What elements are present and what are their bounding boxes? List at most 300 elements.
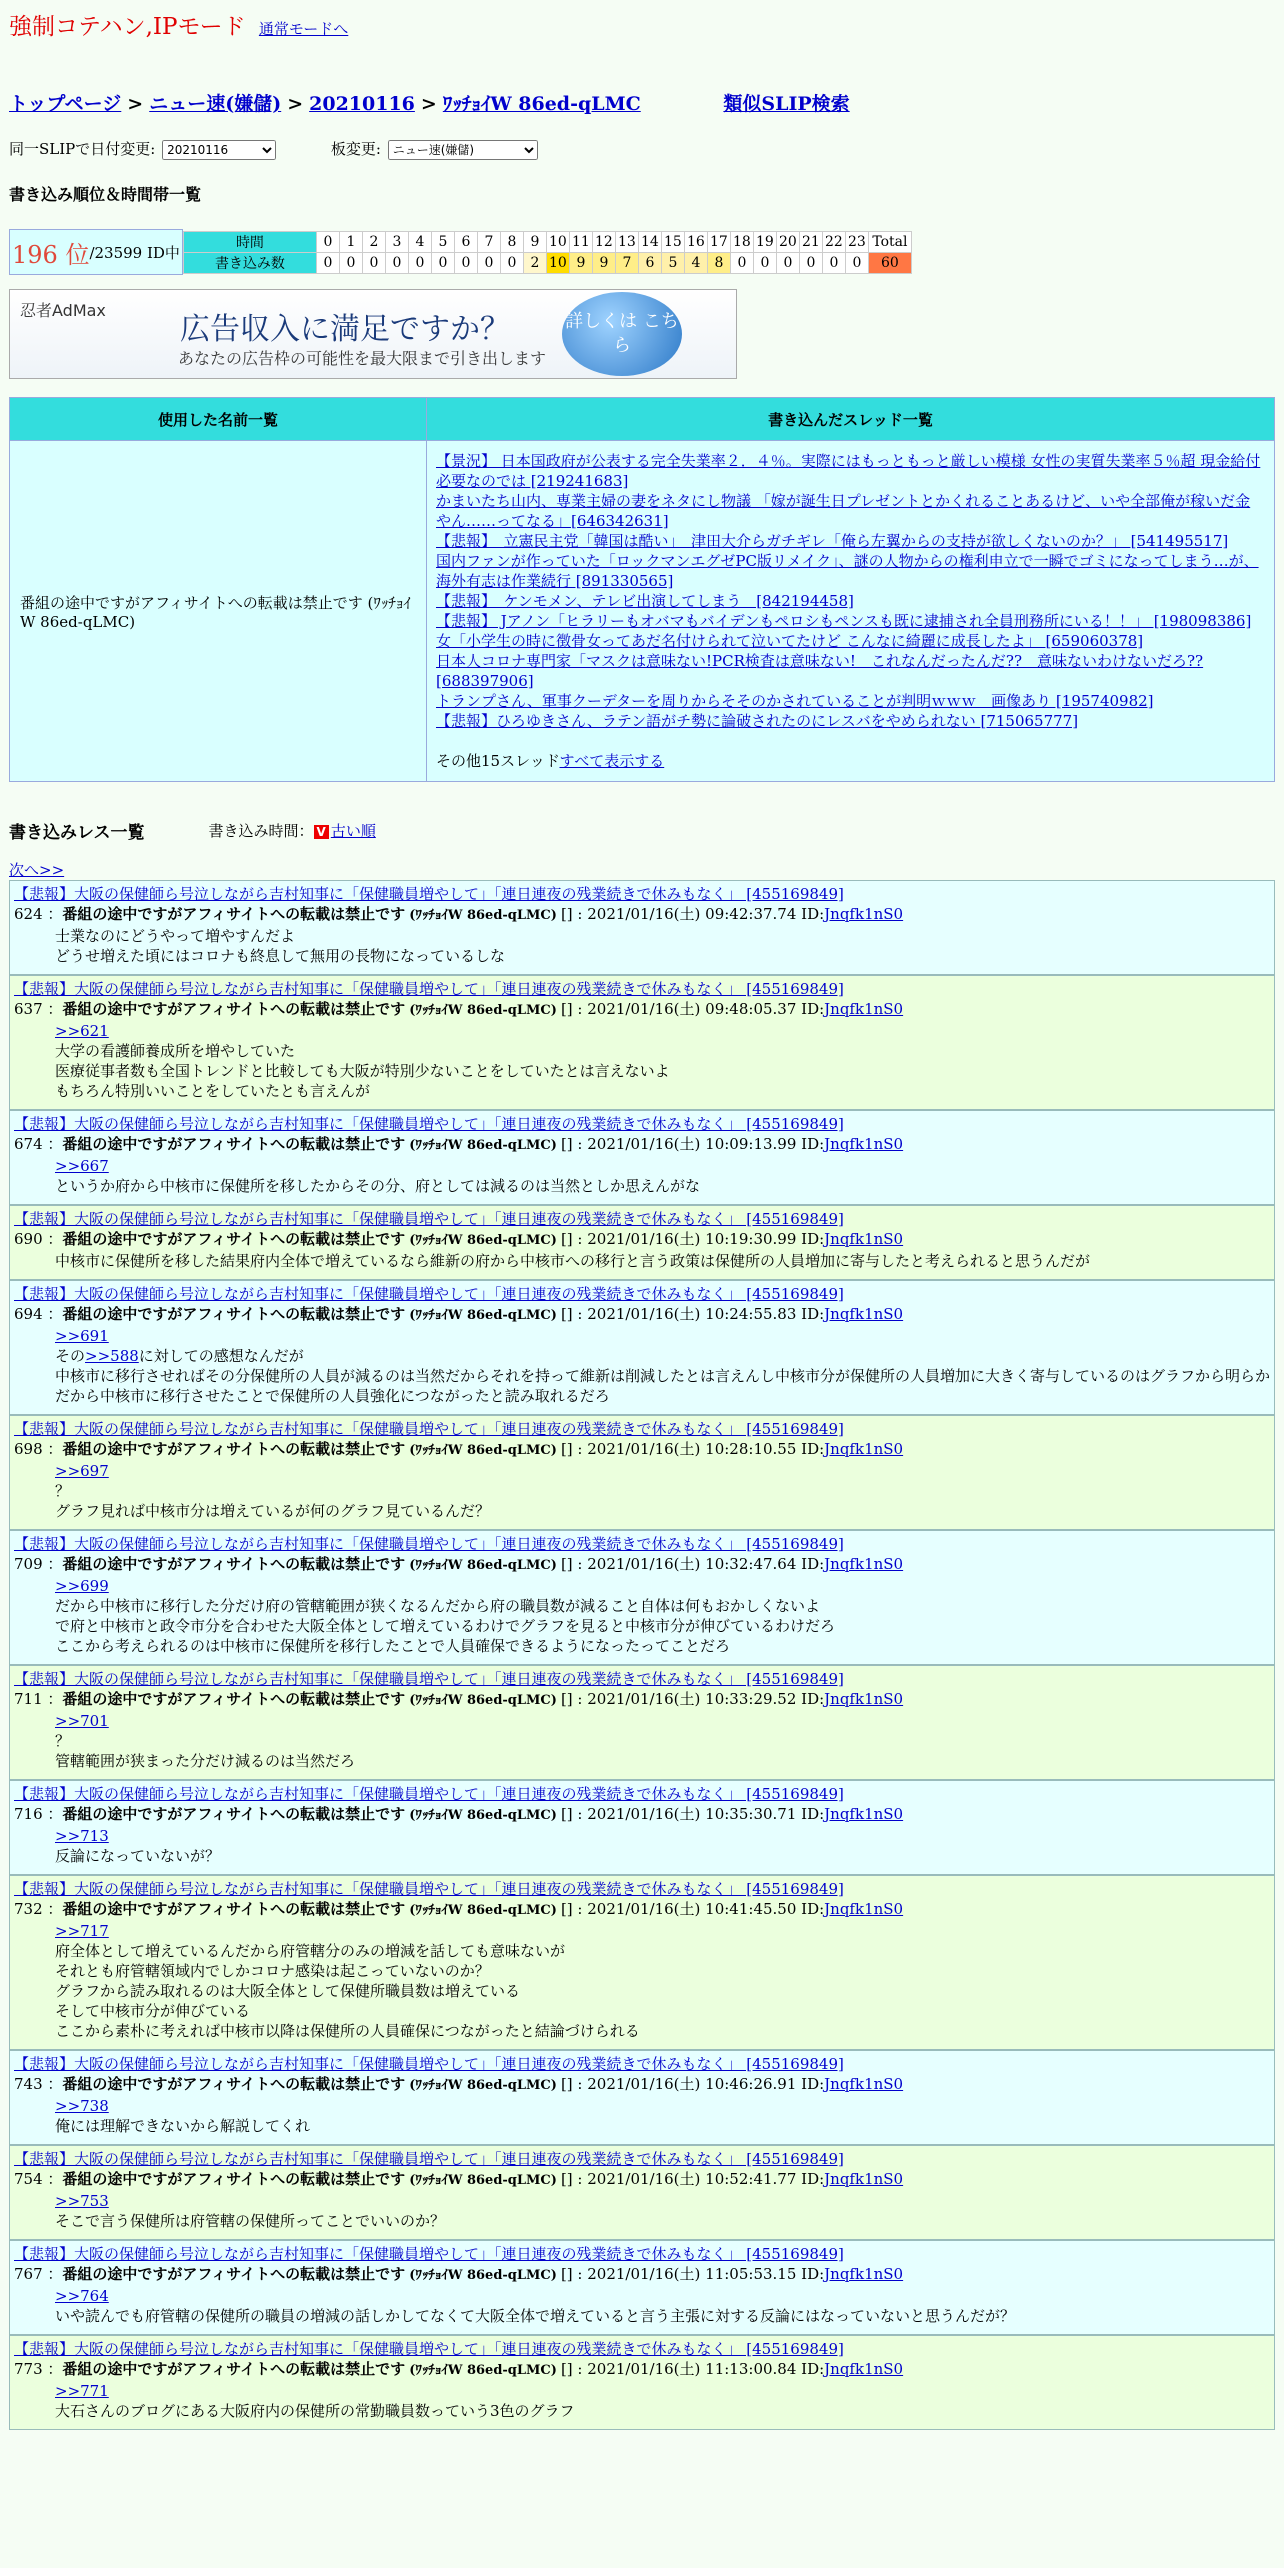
post-id-link[interactable]: Jnqfk1nS0 — [824, 2075, 904, 2093]
posts-header — [9, 818, 1275, 843]
post-line: 府全体として増えているんだから府管轄分のみの増減を話しても意味ないが — [55, 1942, 566, 1960]
reply-row — [55, 2096, 1270, 2116]
ad-cta-button[interactable]: 詳しくは こちら — [562, 292, 682, 376]
post-colon: ： — [42, 1000, 63, 1018]
hour-cell: 0 — [316, 231, 339, 252]
post — [9, 880, 1275, 975]
post — [9, 1415, 1275, 1530]
post-body — [55, 1021, 1270, 1101]
page-title: 強制コテハン,IPモード — [9, 14, 246, 40]
hour-cell: 21 — [799, 231, 822, 252]
post-thread-row — [14, 1669, 1270, 1689]
post-line — [55, 1346, 1270, 1366]
post-number: 732 — [14, 1900, 43, 1918]
post-thread-link[interactable]: 【悲報】大阪の保健師ら号泣しながら吉村知事に「保健職員増やして」「連日連夜の残業続きで休みもなく」 [455169849] — [14, 2150, 844, 2168]
names-threads-table — [9, 397, 1275, 782]
post-text: その — [55, 1347, 86, 1365]
post-slip: (ﾜｯﾁｮｲW 86ed-qLMC) — [409, 1003, 557, 1018]
post-body — [55, 1576, 1270, 1656]
thread-list-item — [436, 611, 1265, 631]
breadcrumb-separator: > — [420, 93, 437, 115]
thread-list-item — [436, 531, 1265, 551]
similar-slip-search-link[interactable]: 類似SLIP検索 — [723, 93, 850, 115]
post-id-link[interactable]: Jnqfk1nS0 — [824, 905, 904, 923]
post-name: 番組の途中ですがアフィサイトへの転載は禁止です — [62, 1805, 406, 1823]
breadcrumb-date[interactable]: 20210116 — [309, 93, 415, 115]
post-body — [55, 926, 1270, 966]
reply-anchor-link[interactable]: >>753 — [55, 2192, 109, 2210]
post-thread-row — [14, 1114, 1270, 1134]
post-number: 716 — [14, 1805, 43, 1823]
thread-list-item — [436, 631, 1265, 651]
post-slip: (ﾜｯﾁｮｲW 86ed-qLMC) — [409, 908, 557, 923]
hour-cell: 16 — [684, 231, 707, 252]
other-threads-text: その他15スレッド — [436, 752, 560, 770]
thread-list-cell — [427, 441, 1275, 782]
inline-reply-link[interactable]: >>588 — [85, 1347, 139, 1365]
breadcrumb-slip[interactable]: ﾜｯﾁｮｲW 86ed-qLMC — [442, 93, 641, 115]
post — [9, 1110, 1275, 1205]
post — [9, 975, 1275, 1110]
names-column-header: 使用した名前一覧 — [10, 398, 427, 441]
post-id-link[interactable]: Jnqfk1nS0 — [824, 1900, 904, 1918]
post-meta — [14, 999, 1270, 1021]
post-name: 番組の途中ですがアフィサイトへの転載は禁止です — [62, 2265, 406, 2283]
post-thread-link[interactable]: 【悲報】大阪の保健師ら号泣しながら吉村知事に「保健職員増やして」「連日連夜の残業続きで休みもなく」 [455169849] — [14, 1285, 844, 1303]
post-line: それとも府管轄領域内でしかコロナ感染は起こっていないのか？ — [55, 1962, 490, 1980]
post-line: というか府から中核市に保健所を移したからその分、府としては減るのは当然としか思えんがな — [55, 1177, 701, 1195]
post-line: ？ — [55, 1732, 71, 1750]
hour-count-cell: 0 — [431, 252, 454, 273]
post-body — [55, 1711, 1270, 1771]
reply-anchor-link[interactable]: >>738 — [55, 2097, 109, 2115]
post-line: どうせ増えた頃にはコロナも終息して無用の長物になっているしな — [55, 947, 506, 965]
post-text: に対しての感想なんだが — [138, 1347, 304, 1365]
hour-count-cell: 7 — [615, 252, 638, 273]
hour-table — [183, 231, 912, 274]
post-thread-link[interactable]: 【悲報】大阪の保健師ら号泣しながら吉村知事に「保健職員増やして」「連日連夜の残業続きで休みもなく」 [455169849] — [14, 1115, 844, 1133]
post-line: いや読んでも府管轄の保健所の職員の増減の話しかしてなくて大阪全体で増えていると言う主張に対する反論にはなっていないと思うんだが？ — [55, 2307, 1016, 2325]
hour-count-cell: 0 — [822, 252, 845, 273]
post-slip: (ﾜｯﾁｮｲW 86ed-qLMC) — [409, 1903, 557, 1918]
date-change-label: 同一SLIPで日付変更: — [9, 140, 156, 158]
reply-anchor-link[interactable]: >>717 — [55, 1922, 109, 1940]
hour-cell: 9 — [523, 231, 546, 252]
hour-count-cell: 0 — [477, 252, 500, 273]
post-line: 士業なのにどうやって増やすんだよ — [55, 927, 296, 945]
post-timestamp: [] : 2021/01/16(土) 10:46:26.91 ID: — [560, 2075, 825, 2093]
reply-anchor-link[interactable]: >>621 — [55, 1022, 109, 1040]
rank-total: /23599 ID中 — [89, 243, 180, 262]
breadcrumb — [9, 89, 1275, 116]
post-timestamp: [] : 2021/01/16(土) 10:52:41.77 ID: — [560, 2170, 825, 2188]
rank-box — [9, 229, 183, 275]
post-id-link[interactable]: Jnqfk1nS0 — [824, 1805, 904, 1823]
reply-anchor-link[interactable]: >>771 — [55, 2382, 109, 2400]
hour-cell: 20 — [776, 231, 799, 252]
post-colon: ： — [42, 2170, 63, 2188]
post-meta — [14, 1554, 1270, 1576]
post-number: 709 — [14, 1555, 43, 1573]
post-slip: (ﾜｯﾁｮｲW 86ed-qLMC) — [409, 1808, 557, 1823]
post-line: 中核市に保健所を移した結果府内全体で増えているなら維新の府から中核市への移行と言う政策は保健所の人員増加に寄与したと考えられると思うんだが — [55, 1252, 1091, 1270]
reply-row — [55, 2191, 1270, 2211]
hour-cell: 4 — [408, 231, 431, 252]
hour-count-cell: 0 — [316, 252, 339, 273]
used-name: 番組の途中ですがアフィサイトへの転載は禁止です (ﾜｯﾁｮｲW 86ed-qLMC) — [10, 441, 427, 782]
post-meta — [14, 1439, 1270, 1461]
hour-cell: 8 — [500, 231, 523, 252]
hour-count-cell: 0 — [753, 252, 776, 273]
post-number: 694 — [14, 1305, 43, 1323]
reply-row — [55, 1921, 1270, 1941]
post-line: だから中核市に移行した分だけ府の管轄範囲が狭くなるんだから府の職員数が減ること自体は何もおかしくないよ — [55, 1597, 821, 1615]
post-id-link[interactable]: Jnqfk1nS0 — [824, 1690, 904, 1708]
post-body — [55, 2286, 1270, 2326]
post — [9, 1780, 1275, 1875]
hour-count-cell: 0 — [799, 252, 822, 273]
post-timestamp: [] : 2021/01/16(土) 10:28:10.55 ID: — [560, 1440, 825, 1458]
post — [9, 1530, 1275, 1665]
thread-link[interactable]: 国内ファンが作っていた「ロックマンエグゼPC版リメイク」、謎の人物からの権利申立で一瞬でゴミになってしまう…が、海外有志は作業続行 [891330565] — [436, 552, 1259, 590]
post-id-link[interactable]: Jnqfk1nS0 — [824, 1555, 904, 1573]
post-colon: ： — [42, 2075, 63, 2093]
post-id-link[interactable]: Jnqfk1nS0 — [824, 2170, 904, 2188]
post-timestamp: [] : 2021/01/16(土) 11:13:00.84 ID: — [560, 2360, 825, 2378]
post-thread-link[interactable]: 【悲報】大阪の保健師ら号泣しながら吉村知事に「保健職員増やして」「連日連夜の残業続きで休みもなく」 [455169849] — [14, 2340, 844, 2358]
thread-list-item — [436, 691, 1265, 711]
post-line: 医療従事者数も全国トレンドと比較しても大阪が特別少ないことをしていたとは言えないよ — [55, 1062, 670, 1080]
reply-anchor-link[interactable]: >>713 — [55, 1827, 109, 1845]
thread-list-item — [436, 591, 1265, 611]
post-colon: ： — [42, 2265, 63, 2283]
ranking-area — [9, 229, 1275, 275]
post-number: 773 — [14, 2360, 43, 2378]
post-name: 番組の途中ですがアフィサイトへの転載は禁止です — [62, 1230, 406, 1248]
post-line: ？ — [55, 1482, 71, 1500]
post-meta — [14, 2169, 1270, 2191]
post-colon: ： — [42, 1440, 63, 1458]
hour-cell: Total — [868, 231, 911, 252]
hour-cell: 13 — [615, 231, 638, 252]
hour-cell: 18 — [730, 231, 753, 252]
post-body — [55, 2191, 1270, 2231]
post-name: 番組の途中ですがアフィサイトへの転載は禁止です — [62, 2170, 406, 2188]
post-line: 管轄範囲が狭まった分だけ減るのは当然だろ — [55, 1752, 356, 1770]
post-thread-link[interactable]: 【悲報】大阪の保健師ら号泣しながら吉村知事に「保健職員増やして」「連日連夜の残業続きで休みもなく」 [455169849] — [14, 2245, 844, 2263]
hour-count-cell: 9 — [569, 252, 592, 273]
other-threads-row — [436, 751, 1265, 771]
reply-anchor-link[interactable]: >>701 — [55, 1712, 109, 1730]
post-id-link[interactable]: Jnqfk1nS0 — [824, 1305, 904, 1323]
time-sort-label: 書き込み時間： — [208, 822, 314, 840]
post-id-link[interactable]: Jnqfk1nS0 — [824, 1000, 904, 1018]
post — [9, 2145, 1275, 2240]
hour-cell: 2 — [362, 231, 385, 252]
post-line: ここから素朴に考えれば中核市以降は保健所の人員確保につながったと結論づけられる — [55, 2022, 640, 2040]
thread-link[interactable]: 日本人コロナ専門家「マスクは意味ない!PCR検査は意味ない! これなんだったんだ?? 意味ないわけないだろ?? [688397906] — [436, 652, 1204, 690]
ad-banner[interactable] — [9, 289, 737, 379]
hour-cell: 11 — [569, 231, 592, 252]
post-timestamp: [] : 2021/01/16(土) 10:32:47.64 ID: — [560, 1555, 825, 1573]
breadcrumb-board[interactable]: ニュー速(嫌儲) — [149, 93, 282, 115]
post-thread-link[interactable]: 【悲報】大阪の保健師ら号泣しながら吉村知事に「保健職員増やして」「連日連夜の残業続きで休みもなく」 [455169849] — [14, 980, 844, 998]
post-meta — [14, 2359, 1270, 2381]
post-number: 674 — [14, 1135, 43, 1153]
post-number: 690 — [14, 1230, 43, 1248]
rank-number: 196 位 — [12, 240, 90, 269]
post-line: ここから考えられるのは中核市に保健所を移行したことで人員確保できるようになったってことだろ — [55, 1637, 731, 1655]
hour-cell: 23 — [845, 231, 868, 252]
post-thread-link[interactable]: 【悲報】大阪の保健師ら号泣しながら吉村知事に「保健職員増やして」「連日連夜の残業続きで休みもなく」 [455169849] — [14, 1670, 844, 1688]
thread-list — [436, 451, 1265, 731]
post-colon: ： — [42, 1305, 63, 1323]
oldest-first-link[interactable]: 古い順 — [330, 822, 376, 840]
thread-link[interactable]: 【悲報】 立憲民主党「韓国は酷い」 津田大介らガチギレ「俺ら左翼からの支持が欲しくないのか？」 [541495517] — [436, 532, 1229, 550]
post-meta — [14, 2074, 1270, 2096]
post-number: 711 — [14, 1690, 43, 1708]
post — [9, 2240, 1275, 2335]
post-id-link[interactable]: Jnqfk1nS0 — [824, 2360, 904, 2378]
post-slip: (ﾜｯﾁｮｲW 86ed-qLMC) — [409, 1558, 557, 1573]
posts-section-title: 書き込みレス一覧 — [9, 823, 145, 843]
threads-column-header: 書き込んだスレッド一覧 — [427, 398, 1275, 441]
post-meta — [14, 1899, 1270, 1921]
post-number: 743 — [14, 2075, 43, 2093]
post-timestamp: [] : 2021/01/16(土) 09:48:05.37 ID: — [560, 1000, 825, 1018]
hour-header-row — [183, 231, 911, 252]
breadcrumb-separator: > — [287, 93, 304, 115]
thread-link[interactable]: トランプさん、軍事クーデターを周りからそそのかされていることが判明ｗｗｗ 画像あり [195740982] — [436, 692, 1154, 710]
post-timestamp: [] : 2021/01/16(土) 10:24:55.83 ID: — [560, 1305, 825, 1323]
post-slip: (ﾜｯﾁｮｲW 86ed-qLMC) — [409, 2363, 557, 2378]
post-body — [55, 1326, 1270, 1406]
post-slip: (ﾜｯﾁｮｲW 86ed-qLMC) — [409, 2078, 557, 2093]
post-meta — [14, 2264, 1270, 2286]
post-timestamp: [] : 2021/01/16(土) 09:42:37.74 ID: — [560, 905, 825, 923]
post-thread-link[interactable]: 【悲報】大阪の保健師ら号泣しながら吉村知事に「保健職員増やして」「連日連夜の残業続きで休みもなく」 [455169849] — [14, 1210, 844, 1228]
post-body — [55, 1251, 1270, 1271]
reply-row — [55, 1576, 1270, 1596]
post-thread-link[interactable]: 【悲報】大阪の保健師ら号泣しながら吉村知事に「保健職員増やして」「連日連夜の残業続きで休みもなく」 [455169849] — [14, 2055, 844, 2073]
thread-list-item — [436, 651, 1265, 691]
post-colon: ： — [42, 905, 63, 923]
hour-count-cell: 0 — [845, 252, 868, 273]
hour-cell: 14 — [638, 231, 661, 252]
reply-anchor-link[interactable]: >>699 — [55, 1577, 109, 1595]
hour-count-cell: 8 — [707, 252, 730, 273]
post-line: そして中核市分が伸びている — [55, 2002, 251, 2020]
post-colon: ： — [42, 1230, 63, 1248]
reply-row — [55, 1156, 1270, 1176]
hour-cell: 3 — [385, 231, 408, 252]
post-id-link[interactable]: Jnqfk1nS0 — [824, 1440, 904, 1458]
reply-row — [55, 2381, 1270, 2401]
breadcrumb-top[interactable]: トップページ — [9, 93, 122, 115]
post-line: そこで言う保健所は府管轄の保健所ってことでいいのか？ — [55, 2212, 446, 2230]
hour-count-cell: 60 — [868, 252, 911, 273]
thread-link[interactable]: 【悲報】 Jアノン「ヒラリーもオバマもバイデンもペロシもペンスも既に逮捕され全員刑務所にいる！！」 [198098386] — [436, 612, 1252, 630]
hour-count-cell: 0 — [500, 252, 523, 273]
post-number: 698 — [14, 1440, 43, 1458]
post-thread-row — [14, 884, 1270, 904]
normal-mode-link[interactable]: 通常モードへ — [258, 20, 349, 38]
post-line: 反論になっていないが？ — [55, 1847, 221, 1865]
post-line: もちろん特別いいことをしていたとも言えんが — [55, 1082, 371, 1100]
post-body — [55, 1921, 1270, 2041]
thread-list-item — [436, 491, 1265, 531]
thread-list-item — [436, 451, 1265, 491]
thread-link[interactable]: 【景況】 日本国政府が公表する完全失業率２．４％。実際にはもっともっと厳しい模様 女性の実質失業率５％超 現金給付必要なのでは [219241683] — [436, 452, 1261, 490]
thread-link[interactable]: 【悲報】ひろゆきさん、ラテン語がチ勢に論破されたのにレスバをやめられない [715065777] — [436, 712, 1079, 730]
post-thread-row — [14, 1419, 1270, 1439]
post-line: 俺には理解できないから解説してくれ — [55, 2117, 311, 2135]
reply-row — [55, 1461, 1270, 1481]
post-number: 637 — [14, 1000, 43, 1018]
post-thread-row — [14, 2149, 1270, 2169]
post-meta — [14, 1804, 1270, 1826]
post-body — [55, 1826, 1270, 1866]
site-header — [9, 8, 1275, 41]
post-thread-row — [14, 2244, 1270, 2264]
post — [9, 2335, 1275, 2430]
post-name: 番組の途中ですがアフィサイトへの転載は禁止です — [62, 1690, 406, 1708]
post-timestamp: [] : 2021/01/16(土) 10:19:30.99 ID: — [560, 1230, 825, 1248]
post-thread-link[interactable]: 【悲報】大阪の保健師ら号泣しながら吉村知事に「保健職員増やして」「連日連夜の残業続きで休みもなく」 [455169849] — [14, 885, 844, 903]
post-thread-row — [14, 1284, 1270, 1304]
post-name: 番組の途中ですがアフィサイトへの転載は禁止です — [62, 1440, 406, 1458]
ad-subtext: あなたの広告枠の可能性を最大限まで引き出します — [178, 349, 547, 368]
post-thread-row — [14, 1879, 1270, 1899]
post — [9, 1280, 1275, 1415]
reply-anchor-link[interactable]: >>667 — [55, 1157, 109, 1175]
next-page-link[interactable]: 次へ>> — [9, 861, 65, 879]
reply-anchor-link[interactable]: >>764 — [55, 2287, 109, 2305]
date-select[interactable] — [162, 140, 276, 160]
post-slip: (ﾜｯﾁｮｲW 86ed-qLMC) — [409, 1138, 557, 1153]
hour-count-cell: 0 — [385, 252, 408, 273]
post-thread-link[interactable]: 【悲報】大阪の保健師ら号泣しながら吉村知事に「保健職員増やして」「連日連夜の残業続きで休みもなく」 [455169849] — [14, 1785, 844, 1803]
reply-anchor-link[interactable]: >>691 — [55, 1327, 109, 1345]
show-all-threads-link[interactable]: すべて表示する — [559, 752, 665, 770]
post — [9, 1665, 1275, 1780]
post-thread-row — [14, 1209, 1270, 1229]
post-slip: (ﾜｯﾁｮｲW 86ed-qLMC) — [409, 1443, 557, 1458]
hour-cell: 12 — [592, 231, 615, 252]
reply-row — [55, 1021, 1270, 1041]
hour-count-cell: 0 — [730, 252, 753, 273]
post-number: 754 — [14, 2170, 43, 2188]
reply-row — [55, 1326, 1270, 1346]
post-timestamp: [] : 2021/01/16(土) 11:05:53.15 ID: — [560, 2265, 825, 2283]
post-body — [55, 1156, 1270, 1196]
hour-cell: 10 — [546, 231, 569, 252]
post-line: で府と中核市と政令市分を合わせた大阪全体として増えているわけでグラフを見ると中核市分が伸びているわけだろ — [55, 1617, 836, 1635]
post-thread-row — [14, 1784, 1270, 1804]
thread-list-item — [436, 551, 1265, 591]
post-thread-row — [14, 2054, 1270, 2074]
hour-cell: 22 — [822, 231, 845, 252]
post-meta — [14, 1229, 1270, 1251]
post-name: 番組の途中ですがアフィサイトへの転載は禁止です — [62, 1555, 406, 1573]
time-label: 時間 — [183, 231, 316, 252]
ad-logo: 忍者AdMax — [20, 301, 106, 320]
hour-count-cell: 4 — [684, 252, 707, 273]
post-line: 大学の看護師養成所を増やしていた — [55, 1042, 296, 1060]
hour-count-cell: 0 — [408, 252, 431, 273]
ranking-section-title: 書き込み順位＆時間帯一覧 — [9, 185, 202, 204]
hour-count-cell: 10 — [546, 252, 569, 273]
hour-cell: 15 — [661, 231, 684, 252]
post-line: グラフ見れば中核市分は増えているが何のグラフ見ているんだ？ — [55, 1502, 491, 1520]
post-name: 番組の途中ですがアフィサイトへの転載は禁止です — [62, 1900, 406, 1918]
hour-cell: 7 — [477, 231, 500, 252]
post-name: 番組の途中ですがアフィサイトへの転載は禁止です — [62, 1000, 406, 1018]
post-timestamp: [] : 2021/01/16(土) 10:09:13.99 ID: — [560, 1135, 825, 1153]
post-name: 番組の途中ですがアフィサイトへの転載は禁止です — [62, 905, 406, 923]
post-body — [55, 2381, 1270, 2421]
hour-count-cell: 0 — [776, 252, 799, 273]
sort-control — [209, 820, 376, 841]
hour-count-cell: 5 — [661, 252, 684, 273]
thread-link[interactable]: 【悲報】 ケンモメン、テレビ出演してしまう [842194458] — [436, 592, 854, 610]
post-name: 番組の途中ですがアフィサイトへの転載は禁止です — [62, 1305, 406, 1323]
thread-link[interactable]: かまいたち山内、専業主婦の妻をネタにし物議 「嫁が誕生日プレゼントとかくれることあるけど、いや全部俺が稼いだ金やん……ってなる」[646342631] — [436, 492, 1251, 530]
post-colon: ： — [42, 1555, 63, 1573]
post-slip: (ﾜｯﾁｮｲW 86ed-qLMC) — [409, 2173, 557, 2188]
post-id-link[interactable]: Jnqfk1nS0 — [824, 1230, 904, 1248]
hour-cell: 1 — [339, 231, 362, 252]
post — [9, 1205, 1275, 1280]
post-id-link[interactable]: Jnqfk1nS0 — [824, 1135, 904, 1153]
post-slip: (ﾜｯﾁｮｲW 86ed-qLMC) — [409, 1308, 557, 1323]
post-name: 番組の途中ですがアフィサイトへの転載は禁止です — [62, 2360, 406, 2378]
post-meta — [14, 1134, 1270, 1156]
hour-count-cell: 0 — [454, 252, 477, 273]
hour-cell: 19 — [753, 231, 776, 252]
post-meta — [14, 1689, 1270, 1711]
breadcrumb-separator: > — [127, 93, 144, 115]
board-select[interactable] — [388, 140, 538, 160]
post-thread-link[interactable]: 【悲報】大阪の保健師ら号泣しながら吉村知事に「保健職員増やして」「連日連夜の残業続きで休みもなく」 [455169849] — [14, 1535, 844, 1553]
post-colon: ： — [42, 1805, 63, 1823]
thread-list-item — [436, 711, 1265, 731]
board-change-label: 板変更: — [330, 140, 381, 158]
reply-row — [55, 1826, 1270, 1846]
reply-anchor-link[interactable]: >>697 — [55, 1462, 109, 1480]
post-number: 767 — [14, 2265, 43, 2283]
post-id-link[interactable]: Jnqfk1nS0 — [824, 2265, 904, 2283]
post-slip: (ﾜｯﾁｮｲW 86ed-qLMC) — [409, 1693, 557, 1708]
post-meta — [14, 904, 1270, 926]
post-name: 番組の途中ですがアフィサイトへの転載は禁止です — [62, 1135, 406, 1153]
post-slip: (ﾜｯﾁｮｲW 86ed-qLMC) — [409, 2268, 557, 2283]
post-name: 番組の途中ですがアフィサイトへの転載は禁止です — [62, 2075, 406, 2093]
hour-count-cell: 6 — [638, 252, 661, 273]
thread-link[interactable]: 女「小学生の時に徴骨女ってあだ名付けられて泣いてたけど こんなに綺麗に成長したよ」 [659060378] — [436, 632, 1144, 650]
post-thread-link[interactable]: 【悲報】大阪の保健師ら号泣しながら吉村知事に「保健職員増やして」「連日連夜の残業続きで休みもなく」 [455169849] — [14, 1420, 844, 1438]
post-thread-row — [14, 979, 1270, 999]
hour-cell: 5 — [431, 231, 454, 252]
post-colon: ： — [42, 1135, 63, 1153]
post-timestamp: [] : 2021/01/16(土) 10:35:30.71 ID: — [560, 1805, 825, 1823]
controls-row — [9, 138, 1275, 160]
post-body — [55, 1461, 1270, 1521]
post-thread-link[interactable]: 【悲報】大阪の保健師ら号泣しながら吉村知事に「保健職員増やして」「連日連夜の残業続きで休みもなく」 [455169849] — [14, 1880, 844, 1898]
reply-row — [55, 2286, 1270, 2306]
hour-count-cell: 2 — [523, 252, 546, 273]
hour-count-cell: 0 — [339, 252, 362, 273]
